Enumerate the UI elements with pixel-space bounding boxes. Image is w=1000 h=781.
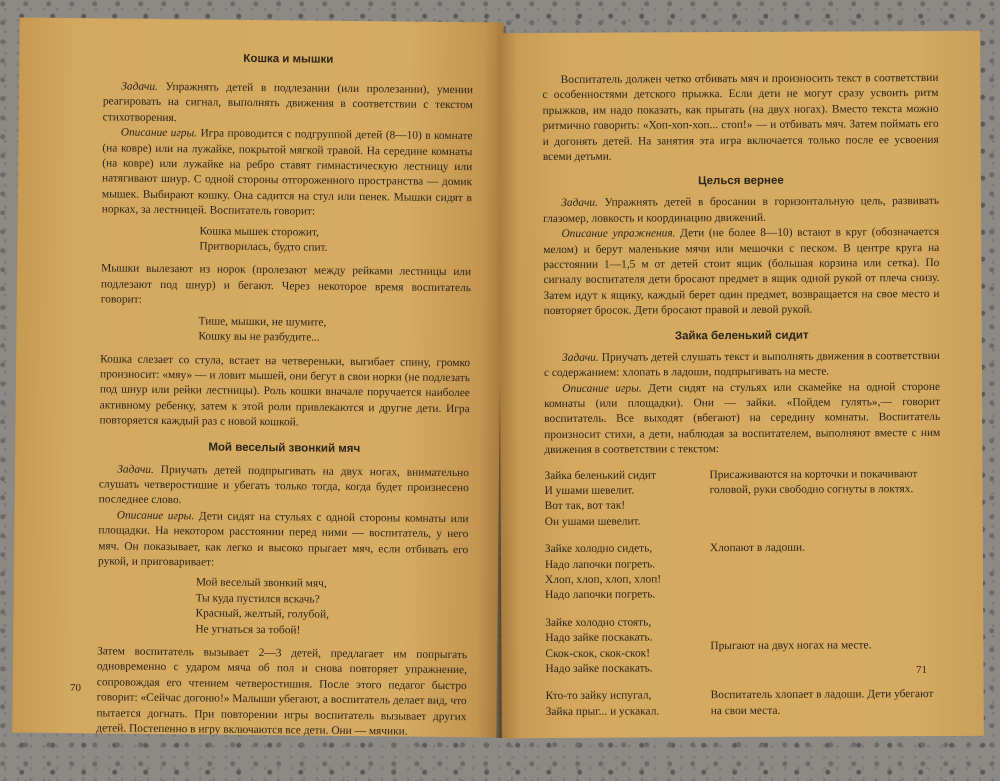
paragraph: Воспитатель должен четко отбивать мяч и произносить текст в соответствии с особенностями детского прыжка. Если дети не могут сразу усвоить ритм прыжков, им надо показать, как прыгать (на двух ногах). Вместо текста можно ритмично говорить: «Хоп-хоп-хоп... стоп!» — и отбивать мяч. Затем поймать его и догонять детей. На занятия эта игра включается только после ее усвоения всеми детьми. — [542, 71, 939, 164]
verse-line: Ты куда пустился вскачь? — [195, 592, 320, 606]
page-number-left: 70 — [70, 682, 81, 694]
verse-line: Кошку вы не разбудите... — [198, 330, 320, 344]
paragraph: Задачи. Приучать детей слушать текст и выполнять движения в соответствии с содержанием: хлопать в ладоши, подпрыгивать на месте. — [543, 349, 940, 380]
paragraph: Описание игры. Игра проводится с подгруппой детей (8—10) в комнате (на ковре) или на лужайке, покрытой мягкой травой. На середине комнаты (на ковре) или лужайке на ребро ставят гимнастическую лестницу или натягивают шнур. С одной стороны отгороженного пространства — домик мышек. Выбирают кошку. Она садится на стул или пенек. Мышки сидят в норках, за лестницей. Воспитатель говорит: — [101, 126, 473, 218]
verse-line: Кошка мышек сторожит, — [199, 225, 320, 239]
stanza-action: Присаживаются на корточки и покачивают головой, руки свободно согнуты в локтях. — [709, 467, 918, 497]
verse-line: Тише, мышки, не шумите, — [198, 315, 327, 329]
verse-line: Притворилась, будто спит. — [199, 240, 328, 254]
page-number-right: 71 — [916, 664, 927, 676]
paragraph: Описание игры. Дети сидят на стульях с одной стороны комнаты или площадки. На некотором расстоянии перед ними — воспитатель, у него мяч. Он показывает, как легко и высоко прыгает мяч, если отбивать его рукой, и приговаривает: — [98, 509, 469, 569]
stanza-action: Хлопают в ладоши. — [709, 541, 806, 555]
section-title-white-bunny: Зайка беленький сидит — [674, 329, 809, 343]
right-page — [498, 31, 984, 739]
verse-line: Мой веселый звонкий мяч, — [195, 576, 327, 591]
paragraph: Описание упражнения. Дети (не более 8—10) встают в круг (обозначается мелом) и берут маленькие мячи или мешочки с песком. В центре круга на расстоянии 1—1,5 м от детей стоит ящик (большая корзина или сетка). По сигналу воспитателя дети бросают предмет в ящик одной рукой от плеча снизу. Затем идут к ящику, каждый берет один предмет, возвращается на свое место и повторяет бросок. Дети бросают правой и левой рукой. — [543, 226, 940, 318]
verse-line: Не угнаться за тобой! — [195, 622, 301, 637]
stanza-row — [544, 466, 940, 530]
verse — [100, 313, 470, 348]
verse — [97, 575, 468, 640]
section-title-cat-and-mice: Кошка и мышки — [243, 52, 334, 66]
paragraph: Задачи. Упражнять детей в подлезании (или пролезании), умении реагировать на сигнал, выполнять движения в соответствии с текстом стихотворения. — [102, 80, 474, 124]
paragraph: Мышки вылезают из норок (пролезают между рейками лестницы или подлезают под шнур) и бегают. Через некоторое время воспитатель говорит: — [100, 262, 472, 307]
verse-line: Красный, желтый, голубой, — [195, 607, 330, 621]
stanza-row — [545, 540, 941, 604]
section-title-bouncy-ball: Мой веселый звонкий мяч — [208, 441, 361, 455]
paragraph: Описание игры. Дети сидят на стульях или скамейке на одной стороне комнаты (или площадки). Они — зайки. «Пойдем гулять»,— говорит воспитатель. Все выходят (вбегают) на середину комнаты. Воспитатель произносит стихи, а дети, наблюдая за воспитателем, выполняют вместе с ним движения в соответствии с текстом: — [544, 380, 941, 457]
stanza-row — [545, 614, 941, 678]
stanza-verse: Зайке холодно стоять, Надо зайке поскакать. Скок-скок, скок-скок! Надо зайке поскакать. — [545, 616, 653, 676]
stanza-action: Прыгают на двух ногах на месте. — [710, 639, 872, 652]
stanza-action: Воспитатель хлопает в ладоши. Дети убегают на свои места. — [710, 688, 934, 717]
verse — [101, 223, 471, 258]
stanza-verse: Зайке холодно сидеть, Надо лапочки погреть. Хлоп, хлоп, хлоп, хлоп! Надо лапочки погреть. — [544, 542, 662, 602]
paragraph: Задачи. Упражнять детей в бросании в горизонтальную цель, развивать глазомер, ловкость и координацию движений. — [543, 195, 940, 225]
stanza-verse: Кто-то зайку испугал, Зайка прыг... и ускакал. — [545, 689, 660, 718]
stanza-verse: Зайка беленький сидит И ушами шевелит. Вот так, вот так! Он ушами шевелит. — [544, 468, 656, 528]
paragraph: Задачи. Приучать детей подпрыгивать на двух ногах, внимательно слушать четверостишие и убегать только тогда, когда будет произнесено последнее слово. — [98, 463, 470, 507]
paragraph: Затем воспитатель вызывает 2—3 детей, предлагает им попрыгать одновременно с ударом мяча об пол и снова повторяет упражнение, сопровождая его чтением четверостишия. После этого педагог быстро говорит: «Сейчас догоню!» Малыши убегают, а воспитатель делает вид, что пытается догнать. При повторении игры воспитатель вызывает других детей. Постепенно в игру включаются все дети. Они — мячики. — [96, 645, 468, 738]
paragraph: Кошка слезает со стула, встает на четвереньки, выгибает спину, громко произносит: «мяу» — и ловит мышей, они бегут в свои норки (не подлезать под шнур или рейки лестницы). Роль кошки вначале поручается наиболее активному ребенку, затем к этой роли привлекаются и другие дети. Игра повторяется каждый раз с новой кошкой. — [99, 352, 471, 429]
section-title-aim-better: Целься вернее — [698, 175, 784, 188]
left-page — [12, 17, 503, 737]
stanza-row — [546, 687, 942, 720]
